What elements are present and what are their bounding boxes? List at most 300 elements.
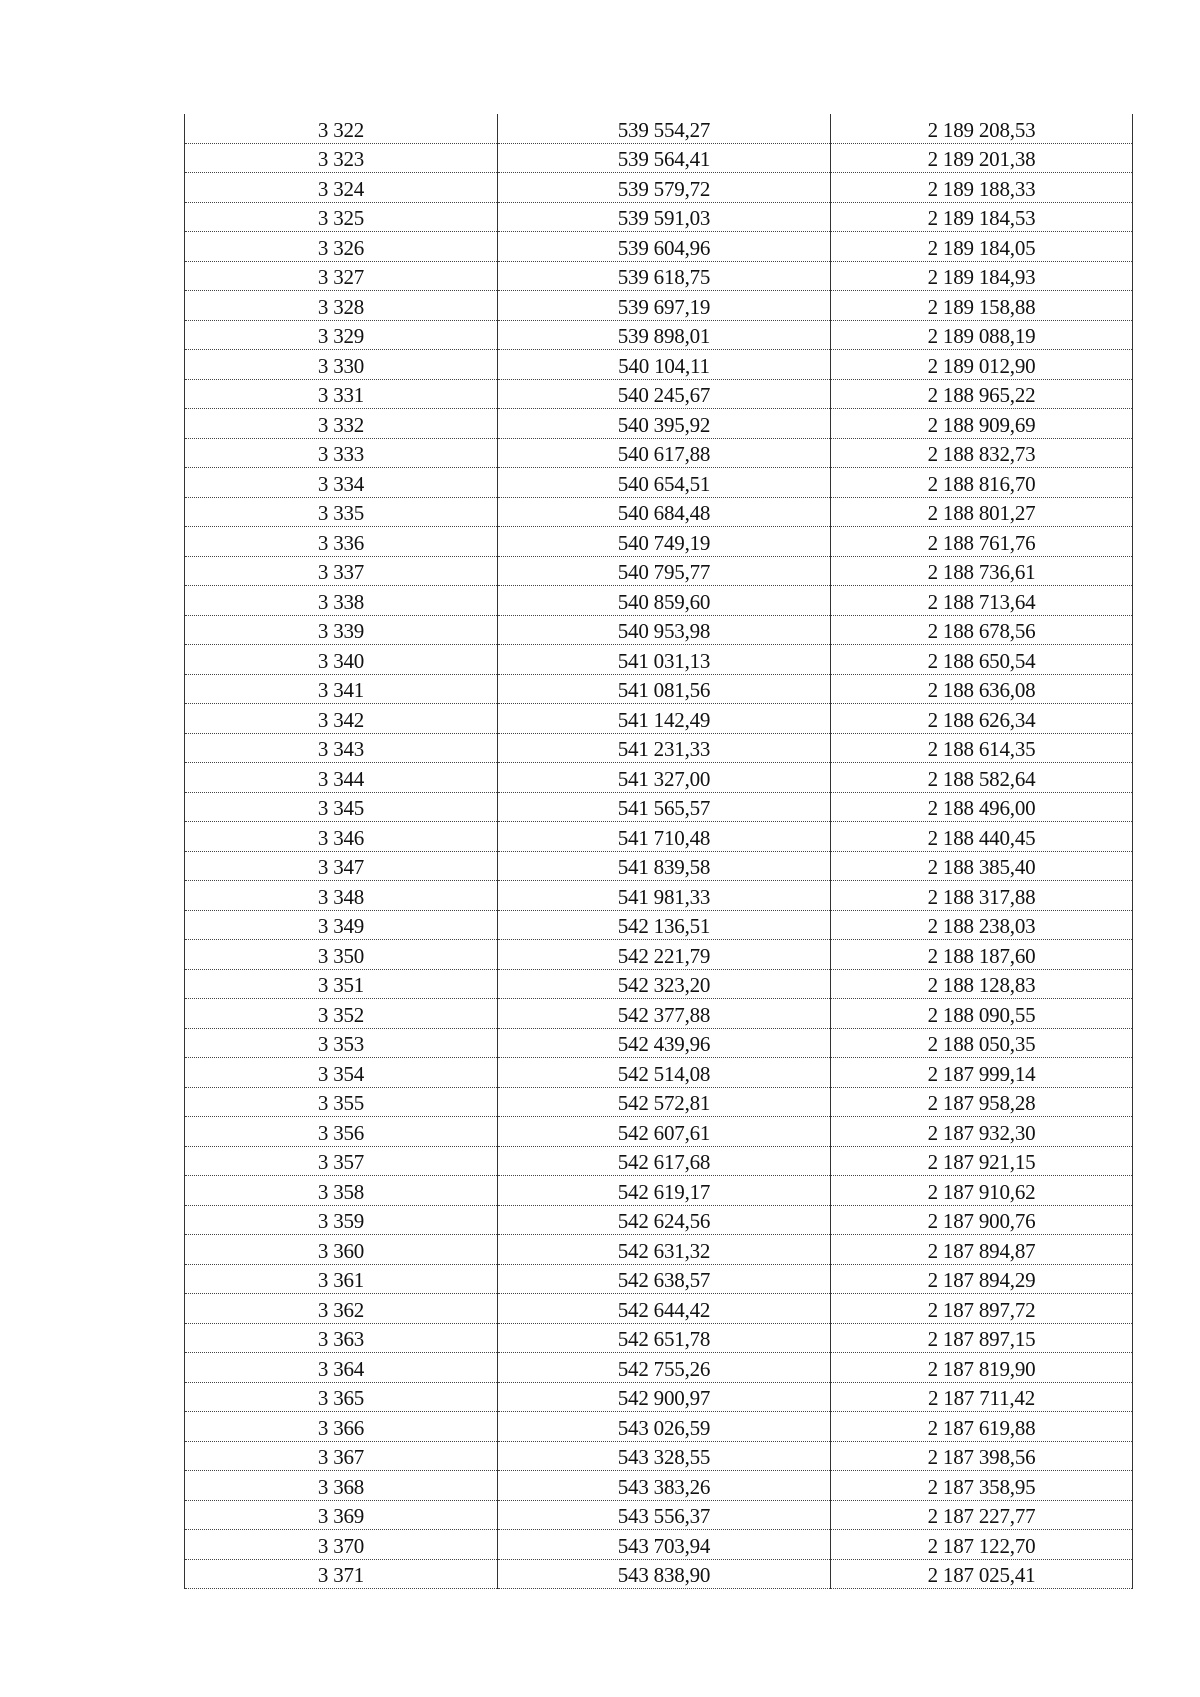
y-coordinate-cell (831, 1530, 1133, 1560)
cell-text: 2 187 894,87 (927, 1238, 1036, 1263)
table-row (185, 291, 1133, 321)
y-coordinate-cell (831, 438, 1133, 468)
cell-text: 3 332 (317, 412, 365, 437)
y-coordinate-cell (831, 114, 1133, 143)
table-row (185, 1353, 1133, 1383)
x-coordinate-cell (498, 261, 831, 291)
coordinates-table (184, 114, 1133, 1589)
x-coordinate-cell (498, 645, 831, 675)
cell-text: 2 188 317,88 (927, 884, 1036, 909)
cell-text: 2 187 897,72 (927, 1297, 1036, 1322)
table-row (185, 645, 1133, 675)
y-coordinate-cell (831, 586, 1133, 616)
table-row (185, 350, 1133, 380)
table-row (185, 556, 1133, 586)
x-coordinate-cell (498, 527, 831, 557)
cell-text: 2 189 184,05 (927, 235, 1036, 260)
table-row (185, 1559, 1133, 1589)
table-row (185, 1205, 1133, 1235)
cell-text: 3 356 (317, 1120, 365, 1145)
x-coordinate-cell (498, 320, 831, 350)
x-coordinate-cell (498, 1235, 831, 1265)
x-coordinate-cell (498, 1559, 831, 1589)
cell-text: 2 189 188,33 (927, 176, 1036, 201)
y-coordinate-cell (831, 674, 1133, 704)
cell-text: 539 579,72 (617, 176, 711, 201)
cell-text: 542 651,78 (617, 1327, 711, 1351)
point-number-cell (185, 674, 498, 704)
table-row (185, 114, 1133, 143)
point-number-cell (185, 615, 498, 645)
y-coordinate-cell (831, 910, 1133, 940)
x-coordinate-cell (498, 1176, 831, 1206)
x-coordinate-cell (498, 615, 831, 645)
cell-text: 541 231,33 (617, 737, 711, 761)
table-row (185, 1264, 1133, 1294)
table-row (185, 822, 1133, 852)
cell-text: 2 188 238,03 (927, 914, 1036, 938)
cell-text: 3 367 (317, 1445, 365, 1469)
cell-text: 541 031,13 (617, 648, 711, 673)
x-coordinate-cell (498, 1294, 831, 1324)
cell-text: 542 638,57 (617, 1268, 711, 1292)
y-coordinate-cell (831, 143, 1133, 173)
cell-text: 2 188 832,73 (927, 442, 1036, 466)
x-coordinate-cell (498, 1382, 831, 1412)
y-coordinate-cell (831, 822, 1133, 852)
table-row (185, 910, 1133, 940)
table-row (185, 1323, 1133, 1353)
cell-text: 3 341 (317, 678, 365, 702)
cell-text: 2 188 965,22 (927, 383, 1036, 407)
cell-text: 540 749,19 (617, 530, 711, 555)
y-coordinate-cell (831, 291, 1133, 321)
cell-text: 3 329 (317, 324, 365, 348)
cell-text: 2 188 128,83 (927, 973, 1036, 997)
cell-text: 2 188 713,64 (927, 589, 1036, 614)
x-coordinate-cell (498, 1205, 831, 1235)
cell-text: 3 346 (317, 825, 365, 850)
y-coordinate-cell (831, 1205, 1133, 1235)
table-row (185, 173, 1133, 203)
x-coordinate-cell (498, 1028, 831, 1058)
x-coordinate-cell (498, 468, 831, 498)
x-coordinate-cell (498, 969, 831, 999)
table-row (185, 1117, 1133, 1147)
y-coordinate-cell (831, 202, 1133, 232)
cell-text: 539 618,75 (617, 265, 711, 289)
table-row (185, 409, 1133, 439)
y-coordinate-cell (831, 1117, 1133, 1147)
table-row (185, 851, 1133, 881)
y-coordinate-cell (831, 1028, 1133, 1058)
point-number-cell (185, 999, 498, 1029)
table-row (185, 202, 1133, 232)
cell-text: 3 352 (317, 1002, 365, 1027)
point-number-cell (185, 527, 498, 557)
x-coordinate-cell (498, 1530, 831, 1560)
cell-text: 3 369 (317, 1504, 365, 1528)
cell-text: 542 900,97 (617, 1386, 711, 1410)
cell-text: 542 607,61 (617, 1120, 711, 1145)
cell-text: 540 953,98 (617, 619, 711, 643)
cell-text: 2 188 801,27 (927, 501, 1036, 525)
x-coordinate-cell (498, 881, 831, 911)
cell-text: 2 188 496,00 (927, 796, 1036, 820)
table-row (185, 763, 1133, 793)
x-coordinate-cell (498, 851, 831, 881)
table-row (185, 704, 1133, 734)
cell-text: 3 360 (317, 1238, 365, 1263)
table-row (185, 468, 1133, 498)
cell-text: 541 565,57 (617, 796, 711, 820)
x-coordinate-cell (498, 350, 831, 380)
x-coordinate-cell (498, 1087, 831, 1117)
cell-text: 540 654,51 (617, 471, 711, 496)
table-row (185, 1441, 1133, 1471)
cell-text: 541 981,33 (617, 884, 711, 909)
cell-text: 3 364 (317, 1356, 365, 1381)
point-number-cell (185, 1323, 498, 1353)
cell-text: 2 188 187,60 (927, 943, 1036, 968)
cell-text: 2 188 636,08 (927, 678, 1036, 702)
point-number-cell (185, 763, 498, 793)
cell-text: 3 330 (317, 353, 365, 378)
cell-text: 543 703,94 (617, 1533, 711, 1558)
cell-text: 542 514,08 (617, 1061, 711, 1086)
cell-text: 2 189 088,19 (927, 324, 1036, 348)
y-coordinate-cell (831, 232, 1133, 262)
y-coordinate-cell (831, 881, 1133, 911)
cell-text: 3 350 (317, 943, 365, 968)
x-coordinate-cell (498, 202, 831, 232)
cell-text: 3 338 (317, 589, 365, 614)
cell-text: 2 187 921,15 (927, 1150, 1036, 1174)
cell-text: 2 187 910,62 (927, 1179, 1036, 1204)
cell-text: 3 370 (317, 1533, 365, 1558)
cell-text: 540 859,60 (617, 589, 711, 614)
x-coordinate-cell (498, 1264, 831, 1294)
cell-text: 3 347 (317, 855, 365, 879)
table-row (185, 320, 1133, 350)
x-coordinate-cell (498, 291, 831, 321)
table-row (185, 586, 1133, 616)
point-number-cell (185, 468, 498, 498)
cell-text: 3 354 (317, 1061, 365, 1086)
table-row (185, 1087, 1133, 1117)
x-coordinate-cell (498, 379, 831, 409)
x-coordinate-cell (498, 999, 831, 1029)
cell-text: 3 335 (317, 501, 365, 525)
point-number-cell (185, 851, 498, 881)
x-coordinate-cell (498, 409, 831, 439)
x-coordinate-cell (498, 1058, 831, 1088)
x-coordinate-cell (498, 1117, 831, 1147)
point-number-cell (185, 261, 498, 291)
point-number-cell (185, 1500, 498, 1530)
cell-text: 3 363 (317, 1327, 365, 1351)
cell-text: 3 342 (317, 707, 365, 732)
table-row (185, 1146, 1133, 1176)
point-number-cell (185, 969, 498, 999)
y-coordinate-cell (831, 556, 1133, 586)
cell-text: 542 323,20 (617, 973, 711, 997)
cell-text: 541 710,48 (617, 825, 711, 850)
cell-text: 2 187 398,56 (927, 1445, 1036, 1469)
cell-text: 541 327,00 (617, 766, 711, 791)
y-coordinate-cell (831, 468, 1133, 498)
point-number-cell (185, 1353, 498, 1383)
y-coordinate-cell (831, 1087, 1133, 1117)
cell-text: 2 188 385,40 (927, 855, 1036, 879)
cell-text: 542 619,17 (617, 1179, 711, 1204)
cell-text: 541 142,49 (617, 707, 711, 732)
cell-text: 542 439,96 (617, 1032, 711, 1056)
point-number-cell (185, 733, 498, 763)
cell-text: 2 187 999,14 (927, 1061, 1036, 1086)
point-number-cell (185, 350, 498, 380)
y-coordinate-cell (831, 1412, 1133, 1442)
y-coordinate-cell (831, 320, 1133, 350)
cell-text: 541 839,58 (617, 855, 711, 879)
table-row (185, 1028, 1133, 1058)
cell-text: 2 189 208,53 (927, 117, 1036, 142)
y-coordinate-cell (831, 1500, 1133, 1530)
table-row (185, 615, 1133, 645)
y-coordinate-cell (831, 497, 1133, 527)
point-number-cell (185, 586, 498, 616)
table-row (185, 1176, 1133, 1206)
point-number-cell (185, 1441, 498, 1471)
cell-text: 3 359 (317, 1209, 365, 1233)
y-coordinate-cell (831, 792, 1133, 822)
x-coordinate-cell (498, 556, 831, 586)
table-row (185, 1471, 1133, 1501)
point-number-cell (185, 881, 498, 911)
cell-text: 2 188 050,35 (927, 1032, 1036, 1056)
cell-text: 2 188 582,64 (927, 766, 1036, 791)
cell-text: 3 337 (317, 560, 365, 584)
point-number-cell (185, 320, 498, 350)
cell-text: 3 345 (317, 796, 365, 820)
x-coordinate-cell (498, 792, 831, 822)
cell-text: 3 371 (317, 1563, 365, 1587)
point-number-cell (185, 792, 498, 822)
coordinates-table-body (185, 114, 1133, 1589)
y-coordinate-cell (831, 645, 1133, 675)
table-row (185, 1412, 1133, 1442)
y-coordinate-cell (831, 733, 1133, 763)
y-coordinate-cell (831, 1382, 1133, 1412)
table-row (185, 969, 1133, 999)
cell-text: 3 325 (317, 206, 365, 230)
point-number-cell (185, 1412, 498, 1442)
cell-text: 542 624,56 (617, 1209, 711, 1233)
x-coordinate-cell (498, 1471, 831, 1501)
y-coordinate-cell (831, 173, 1133, 203)
point-number-cell (185, 173, 498, 203)
cell-text: 2 187 897,15 (927, 1327, 1036, 1351)
point-number-cell (185, 1471, 498, 1501)
point-number-cell (185, 1264, 498, 1294)
y-coordinate-cell (831, 1146, 1133, 1176)
cell-text: 3 361 (317, 1268, 365, 1292)
point-number-cell (185, 379, 498, 409)
table-row (185, 438, 1133, 468)
cell-text: 3 349 (317, 914, 365, 938)
x-coordinate-cell (498, 497, 831, 527)
x-coordinate-cell (498, 733, 831, 763)
cell-text: 540 245,67 (617, 383, 711, 407)
x-coordinate-cell (498, 143, 831, 173)
cell-text: 3 353 (317, 1032, 365, 1056)
cell-text: 3 334 (317, 471, 365, 496)
cell-text: 3 351 (317, 973, 365, 997)
x-coordinate-cell (498, 232, 831, 262)
cell-text: 2 188 816,70 (927, 471, 1036, 496)
y-coordinate-cell (831, 261, 1133, 291)
table-row (185, 1294, 1133, 1324)
point-number-cell (185, 1235, 498, 1265)
point-number-cell (185, 1176, 498, 1206)
point-number-cell (185, 910, 498, 940)
cell-text: 542 617,68 (617, 1150, 711, 1174)
y-coordinate-cell (831, 1235, 1133, 1265)
cell-text: 541 081,56 (617, 678, 711, 702)
cell-text: 2 188 614,35 (927, 737, 1036, 761)
point-number-cell (185, 1146, 498, 1176)
cell-text: 3 326 (317, 235, 365, 260)
y-coordinate-cell (831, 1353, 1133, 1383)
cell-text: 2 188 736,61 (927, 560, 1036, 584)
x-coordinate-cell (498, 1441, 831, 1471)
cell-text: 543 556,37 (617, 1504, 711, 1528)
cell-text: 543 026,59 (617, 1415, 711, 1440)
cell-text: 2 189 158,88 (927, 294, 1036, 319)
cell-text: 3 357 (317, 1150, 365, 1174)
x-coordinate-cell (498, 114, 831, 143)
point-number-cell (185, 556, 498, 586)
point-number-cell (185, 704, 498, 734)
cell-text: 3 336 (317, 530, 365, 555)
cell-text: 540 617,88 (617, 442, 711, 466)
x-coordinate-cell (498, 1500, 831, 1530)
table-row (185, 733, 1133, 763)
cell-text: 539 554,27 (617, 117, 711, 142)
x-coordinate-cell (498, 940, 831, 970)
x-coordinate-cell (498, 586, 831, 616)
y-coordinate-cell (831, 1559, 1133, 1589)
cell-text: 542 644,42 (617, 1297, 711, 1322)
y-coordinate-cell (831, 969, 1133, 999)
y-coordinate-cell (831, 1441, 1133, 1471)
y-coordinate-cell (831, 409, 1133, 439)
cell-text: 2 187 819,90 (927, 1356, 1036, 1381)
cell-text: 3 331 (317, 383, 365, 407)
cell-text: 2 187 619,88 (927, 1415, 1036, 1440)
point-number-cell (185, 409, 498, 439)
table-row (185, 674, 1133, 704)
x-coordinate-cell (498, 1353, 831, 1383)
cell-text: 542 572,81 (617, 1091, 711, 1115)
cell-text: 3 358 (317, 1179, 365, 1204)
cell-text: 2 188 909,69 (927, 412, 1036, 437)
cell-text: 543 838,90 (617, 1563, 711, 1587)
cell-text: 2 188 090,55 (927, 1002, 1036, 1027)
cell-text: 3 348 (317, 884, 365, 909)
table-row (185, 1235, 1133, 1265)
x-coordinate-cell (498, 1146, 831, 1176)
point-number-cell (185, 497, 498, 527)
cell-text: 542 755,26 (617, 1356, 711, 1381)
cell-text: 2 187 122,70 (927, 1533, 1036, 1558)
point-number-cell (185, 291, 498, 321)
table-row (185, 1500, 1133, 1530)
cell-text: 3 355 (317, 1091, 365, 1115)
y-coordinate-cell (831, 379, 1133, 409)
cell-text: 3 328 (317, 294, 365, 319)
cell-text: 539 697,19 (617, 294, 711, 319)
y-coordinate-cell (831, 1471, 1133, 1501)
cell-text: 2 187 227,77 (927, 1504, 1036, 1528)
y-coordinate-cell (831, 851, 1133, 881)
table-row (185, 379, 1133, 409)
cell-text: 3 365 (317, 1386, 365, 1410)
point-number-cell (185, 1117, 498, 1147)
cell-text: 3 333 (317, 442, 365, 466)
y-coordinate-cell (831, 1176, 1133, 1206)
x-coordinate-cell (498, 704, 831, 734)
table-row (185, 881, 1133, 911)
cell-text: 3 366 (317, 1415, 365, 1440)
cell-text: 540 395,92 (617, 412, 711, 437)
point-number-cell (185, 1205, 498, 1235)
point-number-cell (185, 202, 498, 232)
table-row (185, 261, 1133, 291)
cell-text: 3 322 (317, 117, 365, 142)
table-row (185, 1530, 1133, 1560)
cell-text: 3 327 (317, 265, 365, 289)
cell-text: 2 187 358,95 (927, 1474, 1036, 1499)
table-row (185, 940, 1133, 970)
cell-text: 3 368 (317, 1474, 365, 1499)
cell-text: 2 187 025,41 (927, 1563, 1036, 1587)
cell-text: 2 188 626,34 (927, 707, 1036, 732)
cell-text: 2 189 184,93 (927, 265, 1036, 289)
cell-text: 2 188 761,76 (927, 530, 1036, 555)
cell-text: 2 187 900,76 (927, 1209, 1036, 1233)
y-coordinate-cell (831, 1058, 1133, 1088)
cell-text: 542 221,79 (617, 943, 711, 968)
cell-text: 542 136,51 (617, 914, 711, 938)
y-coordinate-cell (831, 763, 1133, 793)
point-number-cell (185, 1028, 498, 1058)
point-number-cell (185, 232, 498, 262)
point-number-cell (185, 1382, 498, 1412)
y-coordinate-cell (831, 350, 1133, 380)
point-number-cell (185, 1530, 498, 1560)
cell-text: 3 343 (317, 737, 365, 761)
cell-text: 3 339 (317, 619, 365, 643)
y-coordinate-cell (831, 615, 1133, 645)
cell-text: 2 187 711,42 (927, 1386, 1036, 1410)
y-coordinate-cell (831, 940, 1133, 970)
cell-text: 2 187 932,30 (927, 1120, 1036, 1145)
cell-text: 2 188 650,54 (927, 648, 1036, 673)
cell-text: 3 340 (317, 648, 365, 673)
point-number-cell (185, 1087, 498, 1117)
point-number-cell (185, 1058, 498, 1088)
